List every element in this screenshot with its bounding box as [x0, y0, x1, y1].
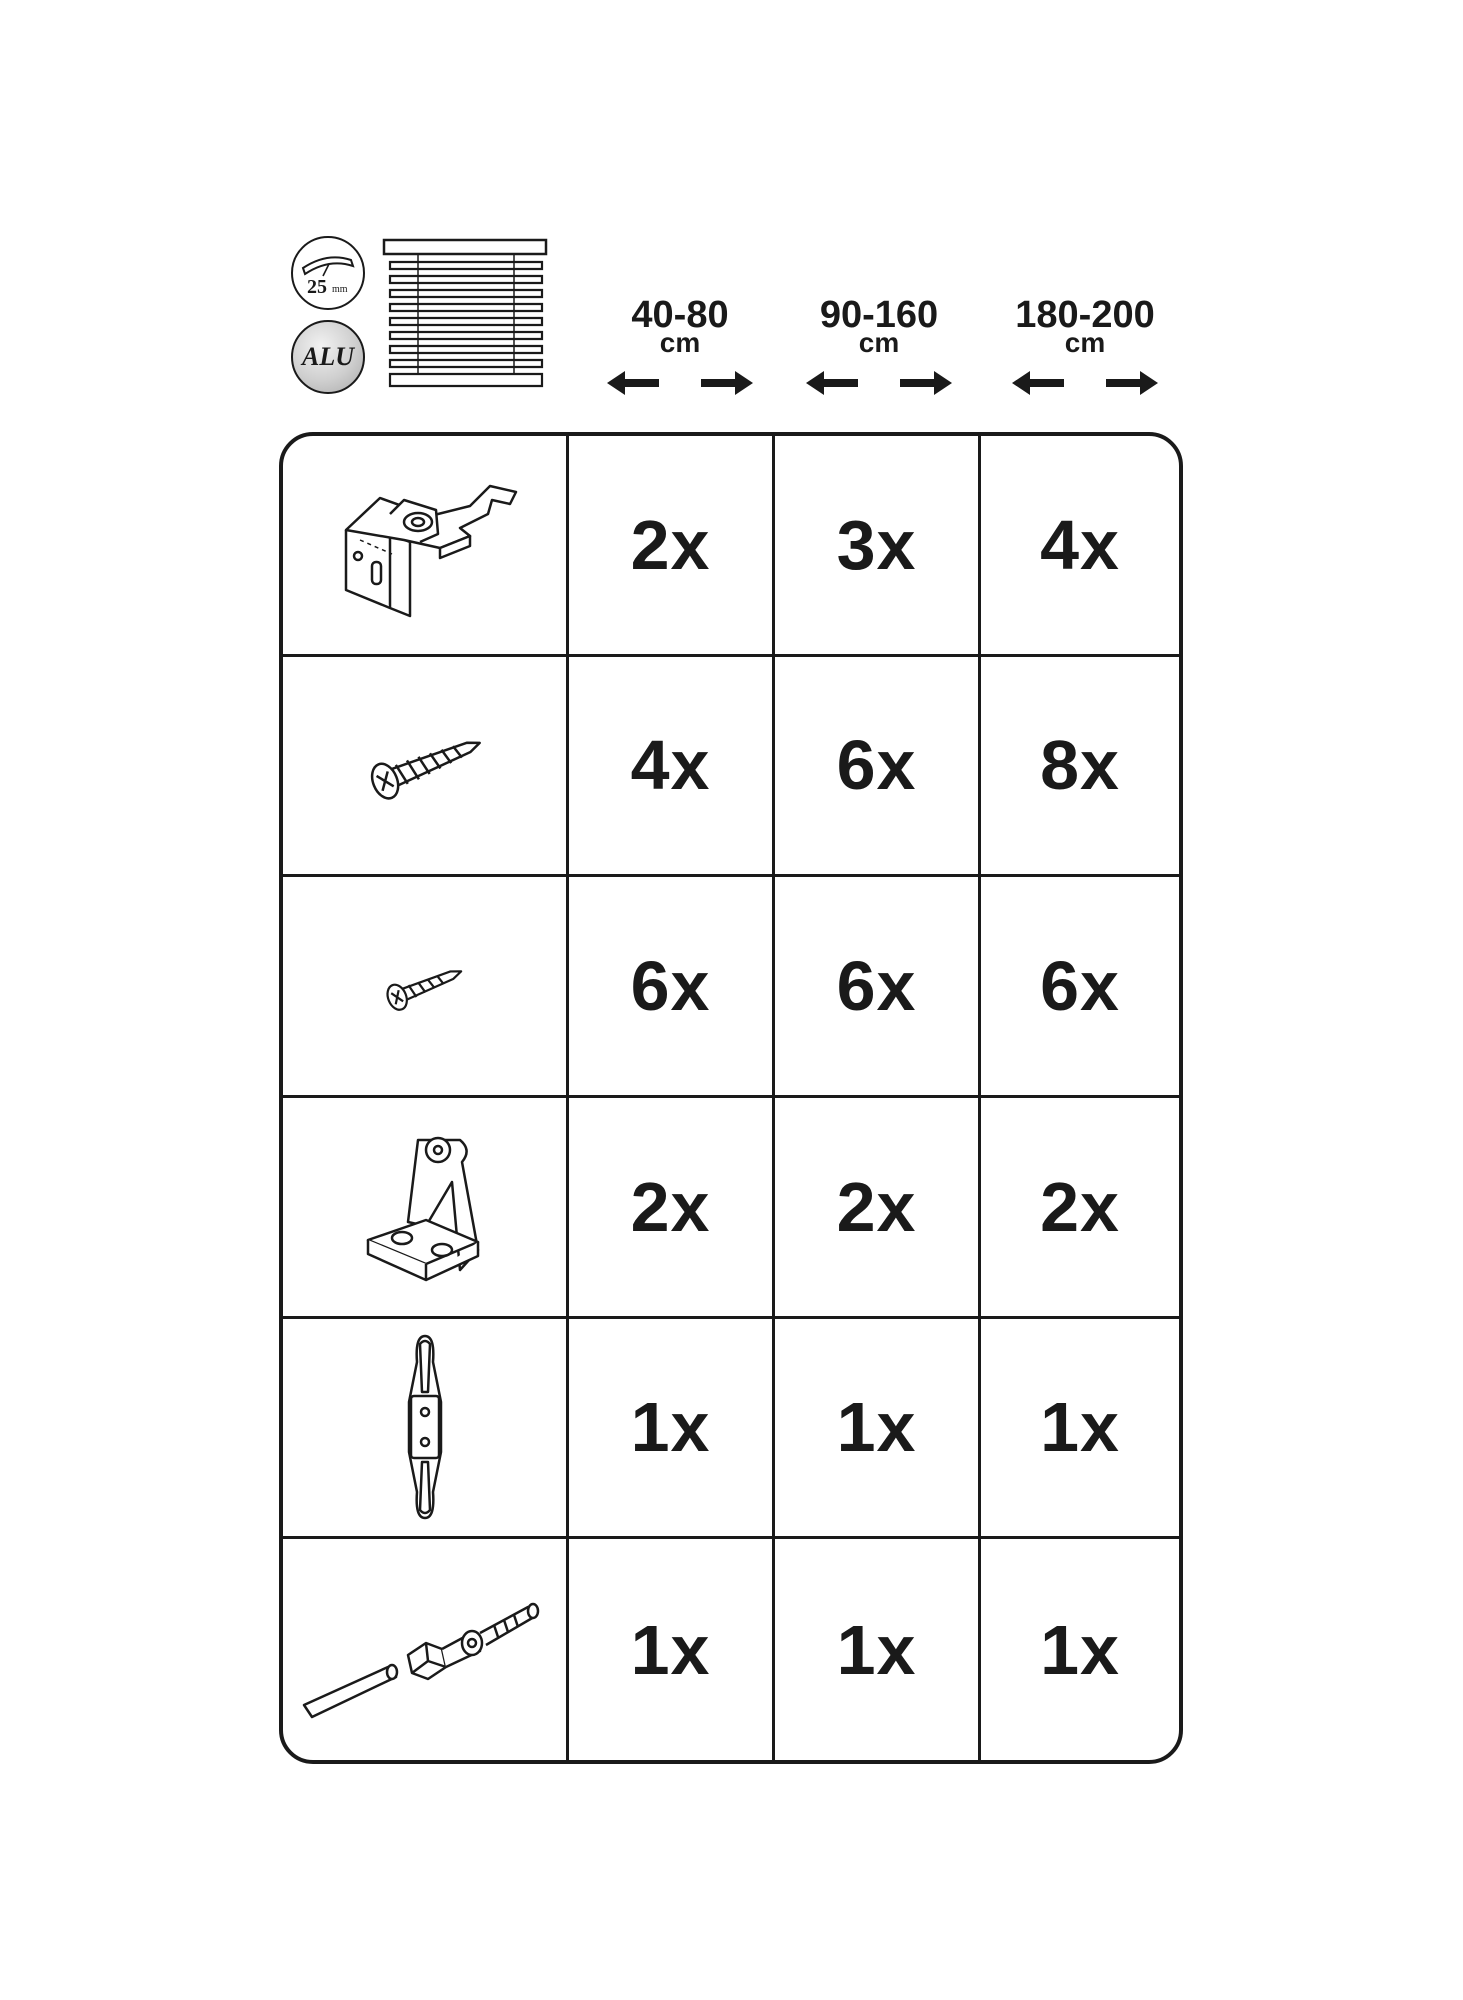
- quantity-value: 4x: [630, 726, 711, 805]
- quantity-cell: [775, 657, 981, 878]
- quantity-cell: [981, 1319, 1179, 1540]
- quantity-cell: [569, 877, 775, 1098]
- material-label: ALU: [302, 342, 354, 371]
- column-unit: cm: [858, 327, 900, 358]
- quantity-cell: [569, 1539, 775, 1760]
- column-range: 90-160: [819, 294, 939, 336]
- column-range: 180-200: [1015, 294, 1155, 336]
- quantity-cell: [981, 1539, 1179, 1760]
- quantity-cell: [981, 657, 1179, 878]
- width-arrows-icon: [607, 368, 753, 398]
- quantity-value: 1x: [630, 1610, 711, 1689]
- width-arrows-icon: [806, 368, 952, 398]
- part-icon-cell: [283, 877, 569, 1098]
- quantity-value: 1x: [836, 1610, 917, 1689]
- quantity-cell: [981, 1098, 1179, 1319]
- quantity-cell: [569, 657, 775, 878]
- quantity-value: 6x: [630, 947, 711, 1026]
- quantity-cell: [775, 877, 981, 1098]
- slat-width-icon: [293, 238, 362, 307]
- quantity-cell: [775, 1098, 981, 1319]
- quantity-cell: [981, 877, 1179, 1098]
- quantity-cell: [981, 436, 1179, 657]
- quantity-value: 1x: [836, 1388, 917, 1467]
- column-header-3: [985, 296, 1185, 398]
- hold-down-bracket-icon: [360, 1122, 490, 1292]
- quantity-cell: [775, 436, 981, 657]
- quantity-value: 6x: [1040, 947, 1120, 1026]
- quantity-cell: [569, 436, 775, 657]
- quantity-value: 8x: [1040, 726, 1120, 805]
- part-icon-cell: [283, 1098, 569, 1319]
- slat-width-badge: [291, 236, 365, 310]
- width-arrows-icon: [1012, 368, 1158, 398]
- slat-width-value: 25: [307, 276, 327, 298]
- column-range: 40-80: [631, 294, 729, 336]
- quantity-value: 4x: [1040, 505, 1120, 584]
- venetian-blind-icon: [382, 238, 550, 392]
- mounting-bracket-icon: [320, 470, 530, 620]
- quantity-value: 2x: [836, 1167, 917, 1246]
- quantity-cell: [775, 1319, 981, 1540]
- cord-connector-icon: [395, 1332, 455, 1522]
- column-unit: cm: [1064, 327, 1106, 358]
- quantity-value: 1x: [1040, 1388, 1120, 1467]
- part-icon-cell: [283, 657, 569, 878]
- part-icon-cell: [283, 1539, 569, 1760]
- quantity-value: 6x: [836, 726, 917, 805]
- quantity-cell: [775, 1539, 981, 1760]
- part-icon-cell: [283, 1319, 569, 1540]
- quantity-value: 3x: [836, 505, 917, 584]
- quantity-value: 6x: [836, 947, 917, 1026]
- column-unit: cm: [659, 327, 701, 358]
- quantity-value: 1x: [630, 1388, 711, 1467]
- column-header-2: [779, 296, 979, 398]
- parts-table: [279, 432, 1183, 1764]
- part-icon-cell: [283, 436, 569, 657]
- quantity-value: 2x: [1040, 1167, 1120, 1246]
- slat-width-unit: mm: [332, 284, 348, 295]
- small-screw-icon: [380, 951, 470, 1021]
- aluminium-badge-icon: [291, 320, 365, 394]
- quantity-value: 2x: [630, 505, 711, 584]
- quantity-value: 2x: [630, 1167, 711, 1246]
- column-header-1: [580, 296, 780, 398]
- quantity-value: 1x: [1040, 1610, 1120, 1689]
- quantity-cell: [569, 1098, 775, 1319]
- large-screw-icon: [360, 720, 490, 810]
- tilt-wand-icon: [300, 1575, 550, 1725]
- quantity-cell: [569, 1319, 775, 1540]
